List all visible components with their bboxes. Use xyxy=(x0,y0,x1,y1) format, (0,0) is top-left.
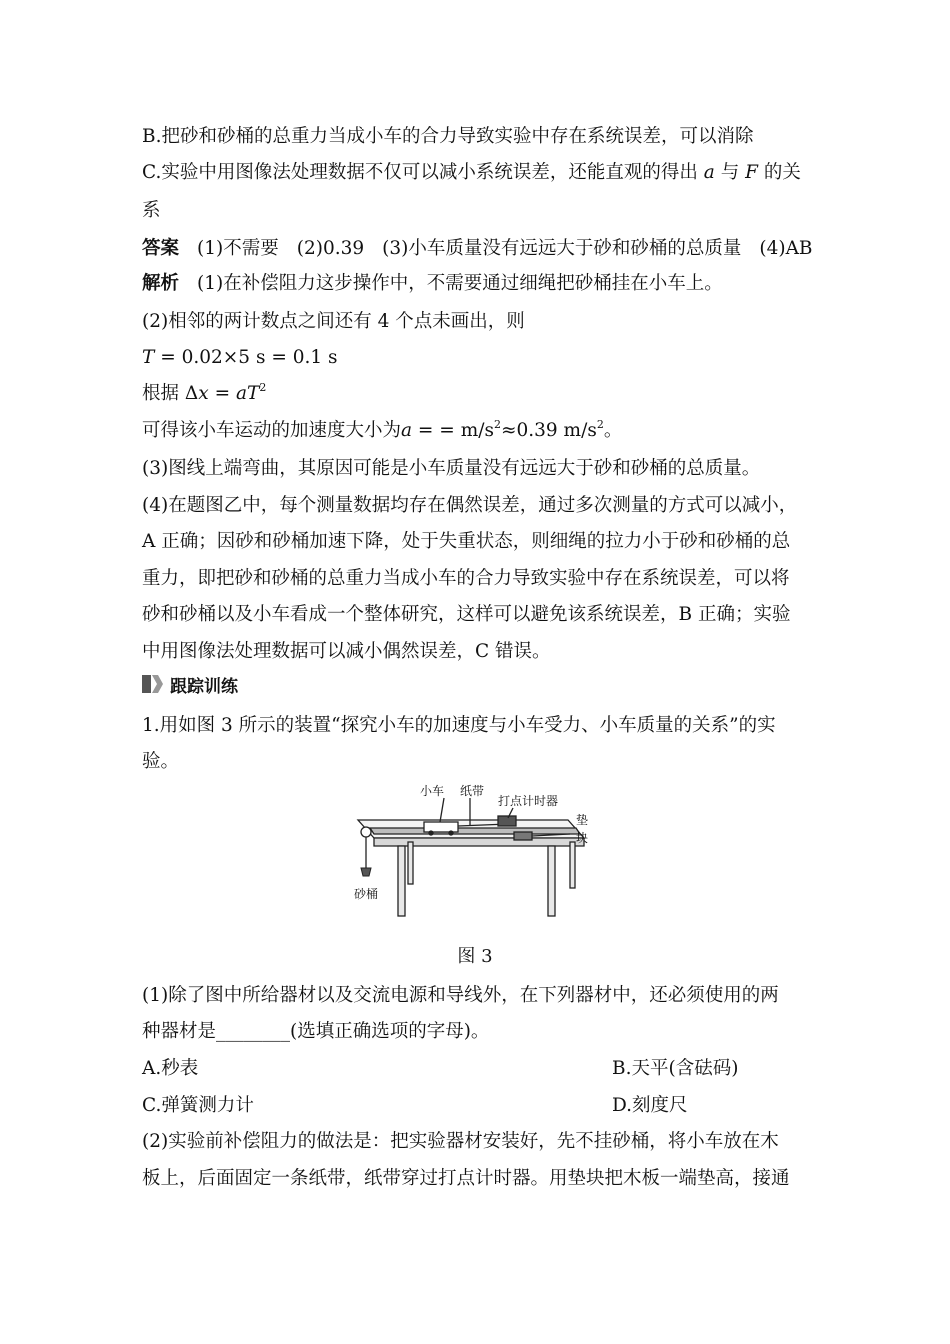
option-c-line xyxy=(142,160,822,186)
question-line-2: 验。 xyxy=(142,751,180,772)
sub1-line-2: 种器材是________(选填正确选项的字母)。 xyxy=(142,1021,490,1042)
answer-part-2: (2)0.39 xyxy=(296,238,365,259)
analysis-line-6: (3)图线上端弯曲，其原因可能是小车质量没有远远大于砂和砂桶的总质量。 xyxy=(142,458,761,479)
symbol-a: a xyxy=(703,162,715,183)
analysis-label: 解析 xyxy=(142,273,180,294)
acceleration-pre: 可得该小车运动的加速度大小为 xyxy=(142,420,402,441)
symbol-f: F xyxy=(745,162,758,183)
acceleration-line xyxy=(142,418,822,444)
label-car: 小车 xyxy=(420,784,445,798)
figure-caption: 图 3 xyxy=(457,946,493,967)
label-pad-2: 块 xyxy=(576,831,589,845)
exponent-2: 2 xyxy=(259,381,267,394)
question-line-1: 1.用如图 3 所示的装置“探究小车的加速度与小车受力、小车质量的关系”的实 xyxy=(142,715,776,736)
delta-x-pre: 根据 Δ xyxy=(142,383,199,404)
answer-line xyxy=(142,236,822,262)
options-row-1 xyxy=(142,1056,822,1082)
option-b: B.天平(含砝码) xyxy=(612,1058,739,1079)
answer-part-4: (4)AB xyxy=(759,238,813,259)
section-marker-icon xyxy=(142,675,164,693)
analysis-line-11: 中用图像法处理数据可以减小偶然误差，C 错误。 xyxy=(142,641,551,662)
option-b-line: B.把砂和砂桶的总重力当成小车的合力导致实验中存在系统误差，可以消除 xyxy=(142,126,754,147)
symbol-a-2: a xyxy=(401,420,413,441)
option-c: C.弹簧测力计 xyxy=(142,1095,254,1116)
symbol-t: T xyxy=(142,347,155,368)
acceleration-end: 。 xyxy=(603,420,623,441)
analysis-line-2: (2)相邻的两计数点之间还有 4 个点未画出，则 xyxy=(142,311,525,332)
label-tape: 纸带 xyxy=(460,784,485,798)
unit-exponent-2: 2 xyxy=(596,418,604,431)
acceleration-approx: ≈0.39 m/s xyxy=(500,420,597,441)
analysis-text-1: (1)在补偿阻力这步操作中，不需要通过细绳把砂桶挂在小车上。 xyxy=(197,273,723,294)
option-d: D.刻度尺 xyxy=(612,1095,688,1116)
analysis-line-7: (4)在题图乙中，每个测量数据均存在偶然误差，通过多次测量的方式可以减小， xyxy=(142,495,798,516)
section-header xyxy=(142,672,238,696)
sub1-line-1: (1)除了图中所给器材以及交流电源和导线外，在下列器材中，还必须使用的两 xyxy=(142,985,779,1006)
answer-part-1: (1)不需要 xyxy=(197,238,279,259)
symbol-at: aT xyxy=(235,383,260,404)
option-c-continuation: 系 xyxy=(142,200,161,221)
period-rest: = 0.02×5 s = 0.1 s xyxy=(154,347,338,368)
apparatus-figure xyxy=(348,780,598,930)
analysis-line-1 xyxy=(142,271,822,297)
analysis-line-8: A 正确；因砂和砂桶加速下降，处于失重状态，则细绳的拉力小于砂和砂桶的总 xyxy=(142,531,791,552)
answer-part-3: (3)小车质量没有远远大于砂和砂桶的总质量 xyxy=(382,238,742,259)
option-c-text: C.实验中用图像法处理数据不仅可以减小系统误差，还能直观的得出 xyxy=(142,162,698,183)
label-bucket: 砂桶 xyxy=(354,887,379,901)
period-formula xyxy=(142,345,822,371)
analysis-line-9: 重力，即把砂和砂桶的总重力当成小车的合力导致实验中存在系统误差，可以将 xyxy=(142,568,790,589)
acceleration-eq: = = m/s xyxy=(412,420,494,441)
sub2-line-2: 板上，后面固定一条纸带，纸带穿过打点计时器。用垫块把木板一端垫高，接通 xyxy=(142,1168,790,1189)
unit-exponent-1: 2 xyxy=(493,418,501,431)
answer-label: 答案 xyxy=(142,238,180,259)
section-title: 跟踪训练 xyxy=(170,676,238,697)
options-row-2 xyxy=(142,1093,822,1119)
delta-x-eq: = xyxy=(208,383,236,404)
option-a: A.秒表 xyxy=(142,1058,199,1079)
option-c-mid: 与 xyxy=(720,162,740,183)
symbol-x: x xyxy=(198,383,209,404)
option-c-end: 的关 xyxy=(763,162,801,183)
sub2-line-1: (2)实验前补偿阻力的做法是：把实验器材安装好，先不挂砂桶，将小车放在木 xyxy=(142,1131,779,1152)
label-pad-1: 垫 xyxy=(576,813,589,827)
label-timer: 打点计时器 xyxy=(498,794,559,808)
analysis-line-10: 砂和砂桶以及小车看成一个整体研究，这样可以避免该系统误差，B 正确；实验 xyxy=(142,604,791,625)
delta-x-formula xyxy=(142,381,822,407)
